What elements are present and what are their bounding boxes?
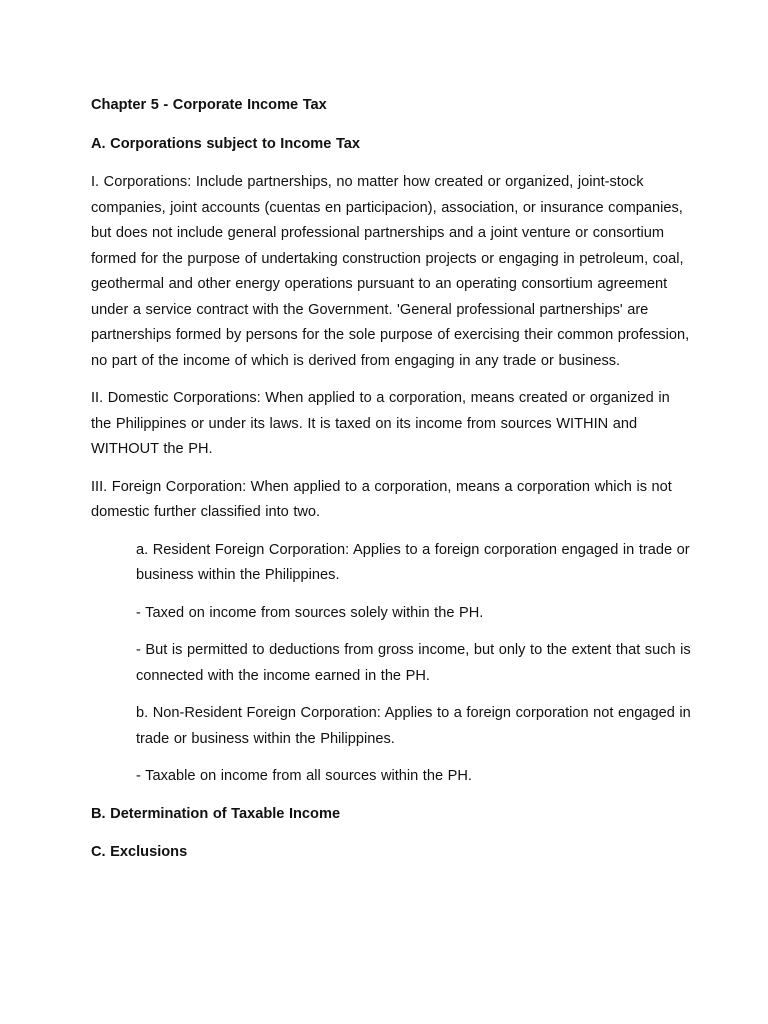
chapter-title: Chapter 5 - Corporate Income Tax bbox=[91, 97, 327, 113]
resident-foreign-corporation: a. Resident Foreign Corporation: Applies to a foreign corporation engaged in trade or business within the Philippines. bbox=[136, 541, 690, 583]
resident-deductions-note: - But is permitted to deductions from gross income, but only to the extent that such is connected with the income earned in the PH. bbox=[136, 642, 691, 684]
nonresident-foreign-corporation: b. Non-Resident Foreign Corporation: Applies to a foreign corporation not engaged in trade or business within the Philippines. bbox=[136, 705, 691, 747]
paragraph-foreign-corporation: III. Foreign Corporation: When applied to a corporation, means a corporation which is not domestic further classified into two. bbox=[91, 478, 672, 520]
resident-taxed-note: - Taxed on income from sources solely within the PH. bbox=[136, 604, 484, 621]
paragraph-domestic-corporations: II. Domestic Corporations: When applied to a corporation, means created or organized in the Philippines or under its laws. It is taxed on its income from sources WITHIN and WITHOUT the PH. bbox=[91, 390, 670, 457]
document-body bbox=[91, 93, 691, 866]
section-c-heading: C. Exclusions bbox=[91, 844, 188, 860]
section-b-heading: B. Determination of Taxable Income bbox=[91, 805, 341, 822]
nonresident-taxable-note: - Taxable on income from all sources within the PH. bbox=[136, 768, 472, 784]
section-a-heading: A. Corporations subject to Income Tax bbox=[91, 135, 361, 152]
paragraph-corporations: I. Corporations: Include partnerships, no matter how created or organized, joint-stock companies, joint accounts (cuentas en participacion), association, or insurance companies, but does not include general professional partnerships and a joint venture or consortium formed for the purpose of undertaking construction projects or engaging in petroleum, coal, geothermal and other energy operations pursuant to an operating consortium agreement under a service contract with the Government. 'General professional partnerships' are partnerships formed by persons for the sole purpose of exercising their common profession, no part of the income of which is derived from engaging in any trade or business. bbox=[91, 174, 690, 369]
